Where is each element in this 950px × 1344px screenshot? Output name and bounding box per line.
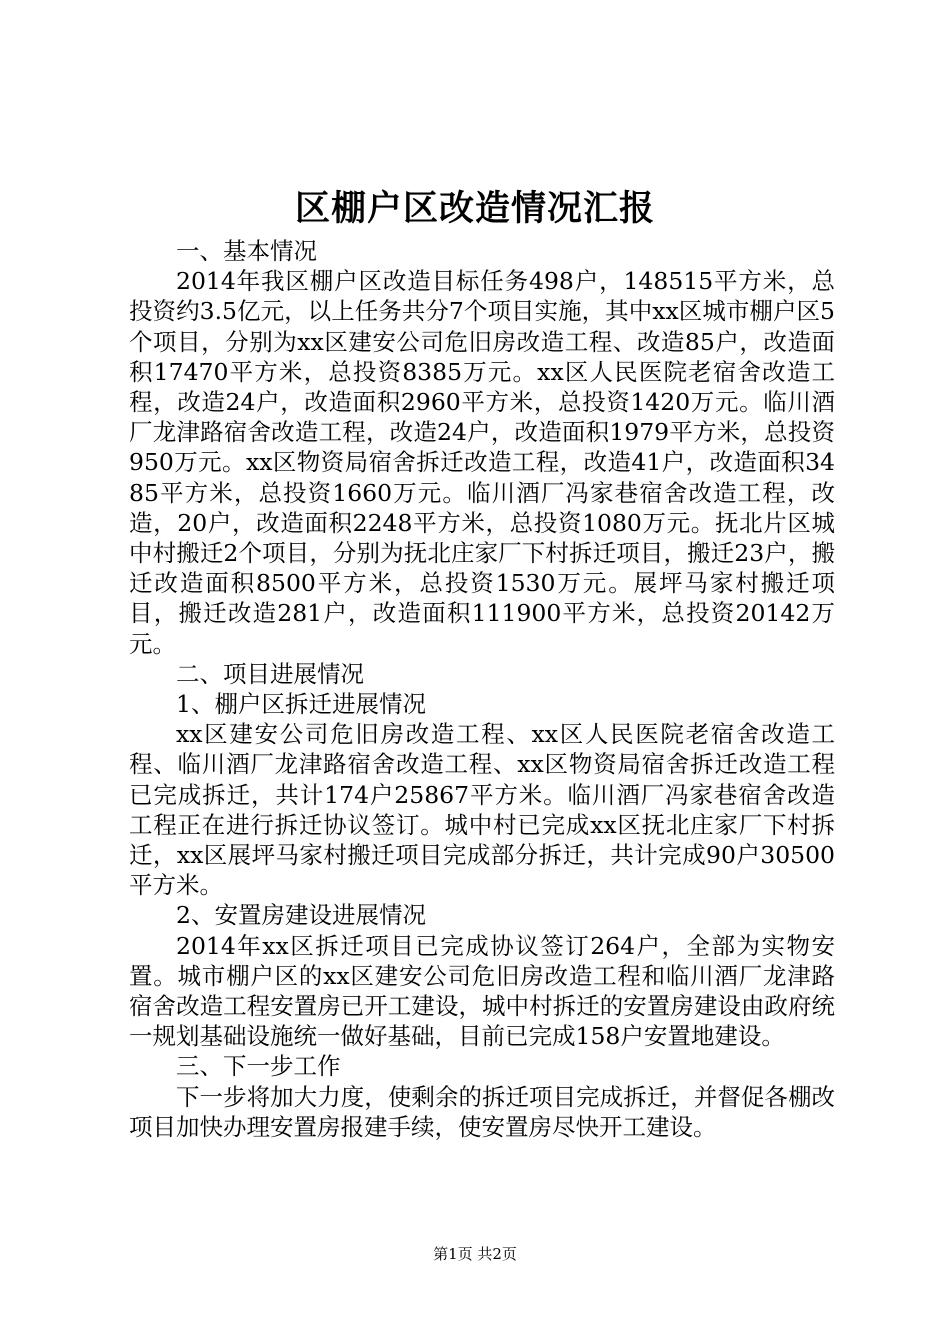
section-heading-progress: 二、项目进展情况 (176, 659, 364, 688)
subheading-demolition: 1、棚户区拆迁进展情况 (176, 690, 426, 719)
paragraph-next-steps: 下一步将加大力度，使剩余的拆迁项目完成拆迁，并督促各棚改项目加快办理安置房报建手续，使安置房尽快开工建设。 (129, 1082, 835, 1141)
paragraph-demolition: xx区建安公司危旧房改造工程、xx区人民医院老宿舍改造工程、临川酒厂龙津路宿舍改造工程、xx区物资局宿舍拆迁改造工程已完成拆迁，共计174户25867平方米。临川酒厂冯家巷宿舍改造工程正在进行拆迁协议签订。城中村已完成xx区抚北庄家厂下村拆迁，xx区展坪马家村搬迁项目完成部分拆迁，共计完成90户30500平方米。 (129, 720, 835, 900)
section-heading-basic: 一、基本情况 (176, 237, 317, 265)
document-body (129, 236, 835, 1142)
subheading-resettlement: 2、安置房建设进展情况 (176, 901, 426, 930)
document-title: 区棚户区改造情况汇报 (294, 189, 655, 229)
page-footer: 第1页 共2页 (433, 1245, 517, 1263)
section-heading-next-steps: 三、下一步工作 (176, 1052, 341, 1081)
paragraph-resettlement: 2014年xx区拆迁项目已完成协议签订264户，全部为实物安置。城市棚户区的xx区建安公司危旧房改造工程和临川酒厂龙津路宿舍改造工程安置房已开工建设，城中村拆迁的安置房建设由政府统一规划基础设施统一做好基础，目前已完成158户安置地建设。 (129, 931, 835, 1051)
paragraph-basic-situation: 2014年我区棚户区改造目标任务498户，148515平方米，总投资约3.5亿元，以上任务共分7个项目实施，其中xx区城市棚户区5个项目，分别为xx区建安公司危旧房改造工程、改造85户，改造面积17470平方米，总投资8385万元。xx区人民医院老宿舍改造工程，改造24户，改造面积2960平方米，总投资1420万元。临川酒厂龙津路宿舍改造工程，改造24户，改造面积1979平方米，总投资950万元。xx区物资局宿舍拆迁改造工程，改造41户，改造面积3485平方米，总投资1660万元。临川酒厂冯家巷宿舍改造工程，改造，20户，改造面积2248平方米，总投资1080万元。抚北片区城中村搬迁2个项目，分别为抚北庄家厂下村拆迁项目，搬迁23户，搬迁改造面积8500平方米，总投资1530万元。展坪马家村搬迁项目，搬迁改造281户，改造面积111900平方米，总投资20142万元。 (129, 267, 835, 658)
